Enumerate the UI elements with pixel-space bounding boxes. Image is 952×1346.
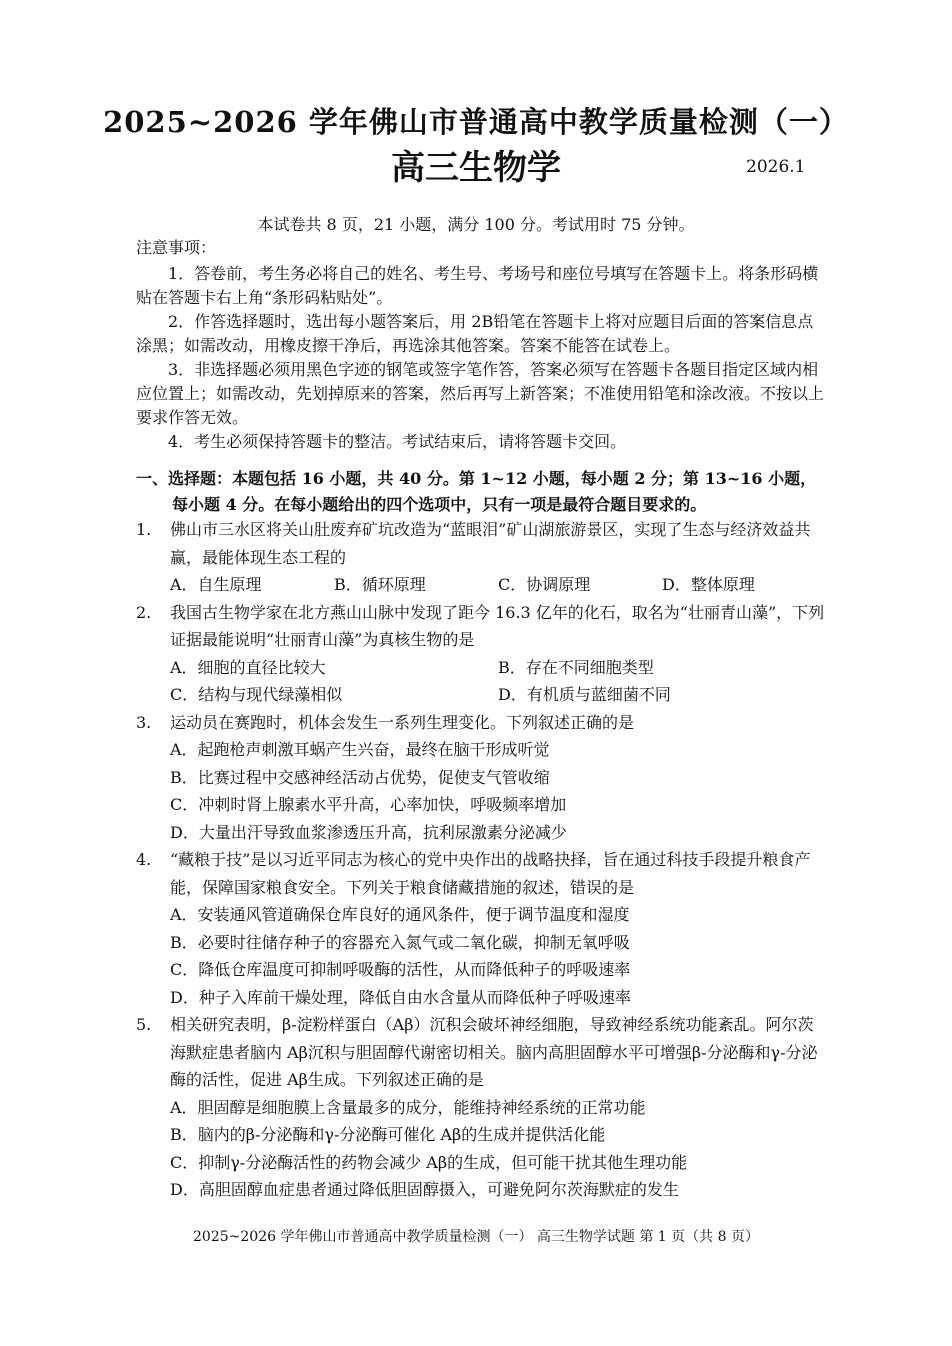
notice-item: 3．非选择题必须用黑色字迹的钢笔或签字笔作答，答案必须写在答题卡各题目指定区域内相应位置上；如需改动，先划掉原来的答案，然后再写上新答案；不准使用铅笔和涂改液。不按以上要求作答无效。: [136, 360, 825, 427]
option-b: B．循环原理: [334, 575, 426, 594]
question-stem: 佛山市三水区将关山肚废弃矿坑改造为“蓝眼泪”矿山湖旅游景区，实现了生态与经济效益共赢，最能体现生态工程的: [170, 520, 811, 567]
page-footer: 2025~2026 学年佛山市普通高中教学质量检测（一） 高三生物学试题 第 1 页（共 8 页）: [193, 1229, 759, 1245]
question-5: [136, 1011, 826, 1204]
question-number: 3.: [136, 712, 152, 732]
section-label: 一、: [136, 469, 169, 488]
option-a: A．自生原理: [170, 575, 262, 594]
notice-item: 1．答卷前，考生务必将自己的姓名、考生号、考场号和座位号填写在答题卡上。将条形码横贴在答题卡右上角“条形码粘贴处”。: [136, 264, 819, 307]
exam-title: 2025~2026 学年佛山市普通高中教学质量检测（一）: [103, 105, 849, 139]
question-number: 1.: [136, 520, 152, 539]
notice-list: [136, 262, 826, 454]
option-b: B．存在不同细胞类型: [498, 657, 654, 677]
question-number: 2.: [136, 602, 152, 622]
notice-item: 4．考生必须保持答题卡的整洁。考试结束后，请将答题卡交回。: [168, 432, 627, 451]
option-a: A．起跑枪声刺激耳蜗产生兴奋，最终在脑干形成听觉: [170, 740, 550, 759]
notice-heading: 注意事项：: [136, 238, 217, 257]
option-c: C．抑制γ-分泌酶活性的药物会减少 Aβ的生成，但可能干扰其他生理功能: [170, 1152, 688, 1172]
option-b: B．脑内的β-分泌酶和γ-分泌酶可催化 Aβ的生成并提供活化能: [170, 1125, 606, 1144]
question-stem: 运动员在赛跑时，机体会发生一系列生理变化。下列叙述正确的是: [170, 712, 635, 732]
notice-item: 2．作答选择题时，选出每小题答案后，用 2B铅笔在答题卡上将对应题目后面的答案信息点涂黑；如需改动，用橡皮擦干净后，再选涂其他答案。答案不能答在试卷上。: [136, 312, 814, 355]
question-number: 4.: [136, 850, 152, 869]
section-heading: [136, 466, 826, 518]
option-d: D．有机质与蓝细菌不同: [498, 685, 671, 704]
question-3: [136, 709, 826, 847]
question-number: 5.: [136, 1015, 152, 1034]
question-stem: 我国古生物学家在北方燕山山脉中发现了距今 16.3 亿年的化石，取名为“壮丽青山藻”，下列证据最能说明“壮丽青山藻”为真核生物的是: [170, 602, 825, 649]
exam-intro: 本试卷共 8 页，21 小题，满分 100 分。考试用时 75 分钟。: [257, 215, 695, 234]
question-stem: “藏粮于技”是以习近平同志为核心的党中央作出的战略抉择，旨在通过科技手段提升粮食产能，保障国家粮食安全。下列关于粮食储藏措施的叙述，错误的是: [170, 850, 811, 897]
question-2: [136, 599, 826, 709]
option-d: D．种子入库前干燥处理，降低自由水含量从而降低种子呼吸速率: [170, 987, 631, 1007]
question-4: [136, 846, 826, 1011]
question-list: [136, 516, 826, 1204]
exam-date: 2026.1: [746, 157, 806, 177]
question-1: [136, 516, 826, 599]
option-c: C．结构与现代绿藻相似: [170, 685, 343, 704]
question-stem: 相关研究表明，β-淀粉样蛋白（Aβ）沉积会破坏神经细胞，导致神经系统功能紊乱。阿尔茨海默症患者脑内 Aβ沉积与胆固醇代谢密切相关。脑内高胆固醇水平可增强β-分泌酶和γ-分泌酶的活性，促进 Aβ生成。下列叙述正确的是: [170, 1015, 818, 1089]
option-d: D．大量出汗导致血浆渗透压升高，抗利尿激素分泌减少: [170, 822, 567, 842]
subject-title: 高三生物学: [391, 148, 561, 188]
option-b: B．必要时往储存种子的容器充入氮气或二氧化碳，抑制无氧呼吸: [170, 932, 630, 952]
option-c: C．冲刺时肾上腺素水平升高，心率加快，呼吸频率增加: [170, 795, 567, 814]
option-c: C．协调原理: [498, 575, 591, 594]
option-d: D．整体原理: [662, 575, 755, 594]
option-d: D．高胆固醇血症患者通过降低胆固醇摄入，可避免阿尔茨海默症的发生: [170, 1180, 679, 1199]
option-c: C．降低仓库温度可抑制呼吸酶的活性，从而降低种子的呼吸速率: [170, 960, 631, 979]
section-instructions: 选择题：本题包括 16 小题，共 40 分。第 1~12 小题，每小题 2 分；第 13~16 小题，每小题 4 分。在每小题给出的四个选项中，只有一项是最符合题目要求的。: [168, 469, 817, 514]
option-a: A．细胞的直径比较大: [170, 657, 326, 677]
option-a: A．安装通风管道确保仓库良好的通风条件，便于调节温度和湿度: [170, 905, 630, 924]
option-b: B．比赛过程中交感神经活动占优势，促使支气管收缩: [170, 767, 550, 787]
option-a: A．胆固醇是细胞膜上含量最多的成分，能维持神经系统的正常功能: [170, 1097, 646, 1117]
